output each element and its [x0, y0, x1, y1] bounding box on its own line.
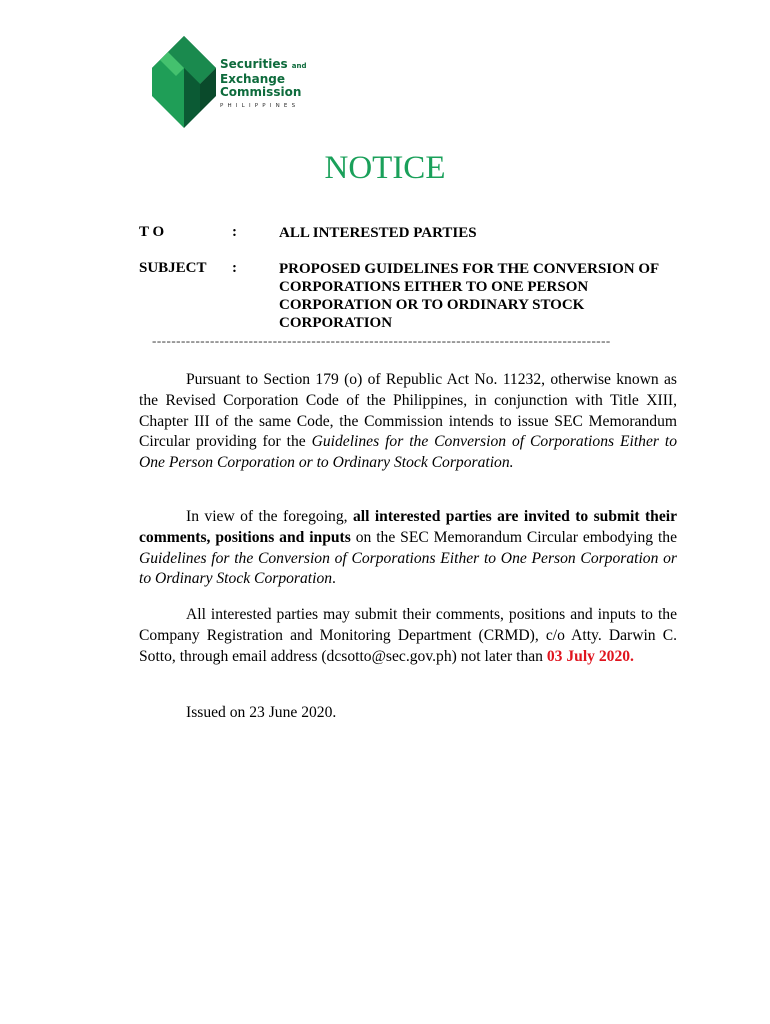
paragraph-3: All interested parties may submit their comments, positions and inputs to the Company Registration and Monitoring Department (CRMD), c/o Atty. Darwin C. Sotto, through email address (dcsotto@sec.gov.ph) not later than 03 July 2020. [139, 606, 677, 665]
subject-value: PROPOSED GUIDELINES FOR THE CONVERSION OF CORPORATIONS EITHER TO ONE PERSON CORPORATION OR TO ORDINARY STOCK CORPORATION [279, 261, 659, 331]
paragraph-1: Pursuant to Section 179 (o) of Republic Act No. 11232, otherwise known as the Revised Corporation Code of the Philippines, in conjunction with Title XIII, Chapter III of the same Code, the Commission intends to issue SEC Memorandum Circular providing for the Guidelines for the Conversion of Corporations Either to One Person Corporation or to Ordinary Stock Corporation. [139, 371, 677, 472]
to-label: T O [139, 224, 165, 240]
sec-logo [150, 34, 320, 130]
to-value: ALL INTERESTED PARTIES [279, 225, 477, 241]
notice-title: NOTICE [324, 150, 446, 186]
sec-emblem-icon [150, 34, 220, 130]
paragraph-2: In view of the foregoing, all interested parties are invited to submit their comments, positions and inputs on the SEC Memorandum Circular embodying the Guidelines for the Conversion of Corporations Either to One Person Corporation or to Ordinary Stock Corporation. [139, 508, 677, 588]
deadline-date: 03 July 2020. [546, 647, 634, 665]
subject-label: SUBJECT [139, 260, 207, 276]
sec-wordmark: Securities and Exchange Commission PHILIPPINES [220, 57, 307, 109]
subject-colon: : [232, 260, 237, 276]
divider-line: ----------------------------------------------------------------------------------------------- [152, 334, 611, 348]
paragraph-4: Issued on 23 June 2020. [186, 704, 337, 721]
to-colon: : [232, 224, 237, 240]
